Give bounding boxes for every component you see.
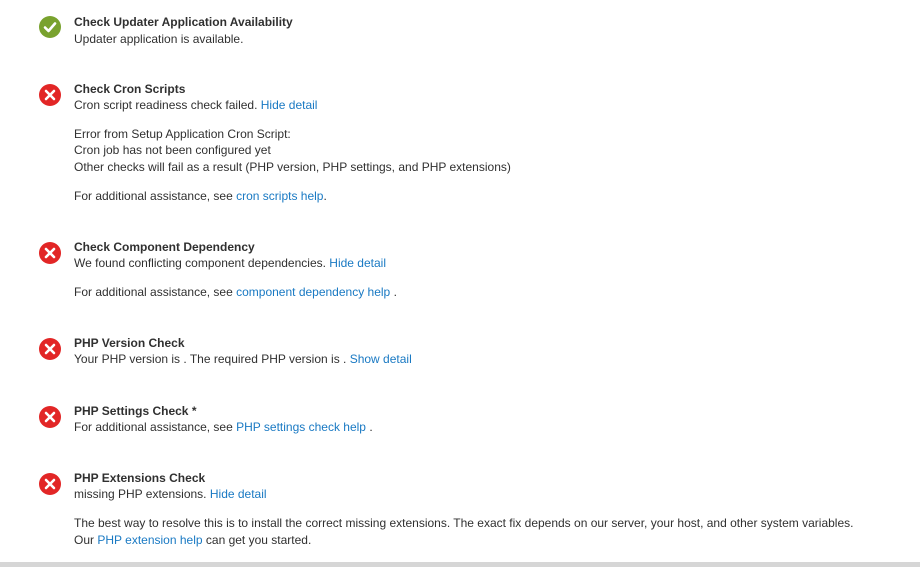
- help-line: [74, 188, 327, 204]
- check-title: PHP Extensions Check: [74, 471, 206, 485]
- check-message: We found conflicting component dependencies.: [74, 256, 326, 270]
- component-dependency-help-link[interactable]: component dependency help: [236, 285, 391, 299]
- check-message-line: [74, 486, 267, 502]
- check-title: PHP Settings Check *: [74, 404, 197, 418]
- check-title: Check Updater Application Availability: [74, 15, 293, 29]
- check-message: Cron script readiness check failed.: [74, 98, 258, 112]
- detail-line: Other checks will fail as a result (PHP version, PHP settings, and PHP extensions): [74, 160, 511, 174]
- help-prefix: For additional assistance, see: [74, 189, 233, 203]
- check-message: Updater application is available.: [74, 32, 244, 46]
- error-x-icon: [39, 406, 61, 428]
- cron-scripts-help-link[interactable]: cron scripts help: [236, 189, 324, 203]
- help-prefix: Our: [74, 533, 95, 547]
- help-suffix: .: [369, 420, 373, 434]
- help-line: [74, 419, 373, 435]
- detail-line: Error from Setup Application Cron Script:: [74, 127, 291, 141]
- hide-detail-link[interactable]: Hide detail: [209, 487, 267, 501]
- php-settings-help-link[interactable]: PHP settings check help: [236, 420, 366, 434]
- bottom-divider: [0, 562, 920, 567]
- show-detail-link[interactable]: Show detail: [349, 352, 412, 366]
- check-title: Check Cron Scripts: [74, 82, 186, 96]
- detail-line: Cron job has not been configured yet: [74, 143, 271, 157]
- error-x-icon: [39, 473, 61, 495]
- help-line: [74, 532, 311, 548]
- error-x-icon: [39, 338, 61, 360]
- check-message-line: [74, 97, 317, 113]
- help-prefix: For additional assistance, see: [74, 420, 233, 434]
- check-message-line: [74, 351, 412, 367]
- hide-detail-link[interactable]: Hide detail: [260, 98, 318, 112]
- success-check-icon: [39, 16, 61, 38]
- check-message: missing PHP extensions.: [74, 487, 207, 501]
- check-title: Check Component Dependency: [74, 240, 255, 254]
- help-suffix: can get you started.: [205, 533, 312, 547]
- help-prefix: For additional assistance, see: [74, 285, 233, 299]
- error-x-icon: [39, 84, 61, 106]
- error-x-icon: [39, 242, 61, 264]
- check-message-line: [74, 255, 386, 271]
- check-title: PHP Version Check: [74, 336, 185, 350]
- check-message: Your PHP version is . The required PHP version is .: [74, 352, 347, 366]
- php-extension-help-link[interactable]: PHP extension help: [97, 533, 203, 547]
- detail-line: The best way to resolve this is to install the correct missing extensions. The exact fix depends on our server, your host, and other system variables.: [74, 516, 854, 530]
- hide-detail-link[interactable]: Hide detail: [329, 256, 386, 270]
- help-suffix: .: [393, 285, 397, 299]
- help-suffix: .: [323, 189, 327, 203]
- help-line: [74, 284, 397, 300]
